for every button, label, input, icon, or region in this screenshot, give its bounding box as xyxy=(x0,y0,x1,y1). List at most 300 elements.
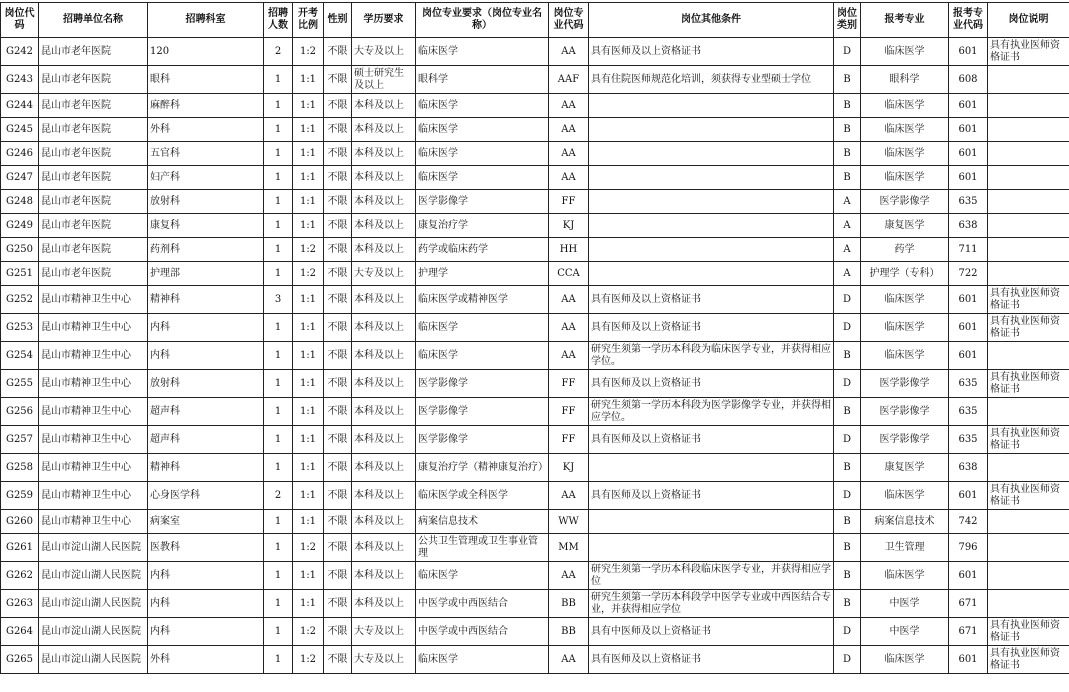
cell-headcount: 2 xyxy=(264,38,293,66)
cell-exam-ratio: 1:1 xyxy=(293,190,324,214)
cell-education: 本科及以上 xyxy=(352,214,416,238)
cell-exam-ratio: 1:1 xyxy=(293,482,324,510)
cell-education: 本科及以上 xyxy=(352,118,416,142)
cell-major-requirement: 医学影像学 xyxy=(416,190,549,214)
cell-department: 医教科 xyxy=(148,534,264,562)
cell-exam-ratio: 1:2 xyxy=(293,38,324,66)
cell-exam-major: 临床医学 xyxy=(861,646,949,674)
cell-major-requirement: 医学影像学 xyxy=(416,398,549,426)
cell-exam-ratio: 1:1 xyxy=(293,286,324,314)
header-unit-name: 招聘单位名称 xyxy=(39,3,148,38)
cell-position-category: B xyxy=(834,94,861,118)
cell-position-code: G262 xyxy=(1,562,39,590)
cell-exam-major: 临床医学 xyxy=(861,38,949,66)
cell-major-code: MM xyxy=(549,534,589,562)
cell-other-conditions: 具有中医师及以上资格证书 xyxy=(589,618,834,646)
cell-exam-ratio: 1:1 xyxy=(293,590,324,618)
cell-exam-ratio: 1:2 xyxy=(293,534,324,562)
cell-position-note xyxy=(988,214,1069,238)
cell-position-code: G245 xyxy=(1,118,39,142)
cell-major-requirement: 医学影像学 xyxy=(416,426,549,454)
cell-exam-ratio: 1:1 xyxy=(293,142,324,166)
cell-position-category: B xyxy=(834,562,861,590)
cell-position-category: D xyxy=(834,618,861,646)
cell-department: 外科 xyxy=(148,118,264,142)
cell-education: 大专及以上 xyxy=(352,38,416,66)
cell-other-conditions: 具有医师及以上资格证书 xyxy=(589,646,834,674)
cell-other-conditions xyxy=(589,454,834,482)
cell-position-category: D xyxy=(834,286,861,314)
cell-headcount: 1 xyxy=(264,166,293,190)
cell-education: 本科及以上 xyxy=(352,370,416,398)
cell-major-code: AA xyxy=(549,166,589,190)
cell-other-conditions xyxy=(589,214,834,238)
cell-major-code: WW xyxy=(549,510,589,534)
cell-education: 本科及以上 xyxy=(352,454,416,482)
cell-major-code: KJ xyxy=(549,454,589,482)
cell-headcount: 1 xyxy=(264,454,293,482)
cell-position-code: G261 xyxy=(1,534,39,562)
cell-exam-ratio: 1:1 xyxy=(293,342,324,370)
cell-department: 内科 xyxy=(148,562,264,590)
cell-education: 本科及以上 xyxy=(352,562,416,590)
cell-position-note xyxy=(988,94,1069,118)
cell-education: 大专及以上 xyxy=(352,618,416,646)
cell-position-note: 具有执业医师资格证书 xyxy=(988,646,1069,674)
cell-exam-major: 临床医学 xyxy=(861,166,949,190)
table-row xyxy=(1,142,1069,166)
cell-exam-major-code: 601 xyxy=(949,166,988,190)
cell-position-category: A xyxy=(834,214,861,238)
cell-department: 护理部 xyxy=(148,262,264,286)
cell-major-code: AAF xyxy=(549,66,589,94)
cell-exam-major-code: 635 xyxy=(949,426,988,454)
cell-exam-major: 医学影像学 xyxy=(861,370,949,398)
cell-exam-major: 中医学 xyxy=(861,590,949,618)
cell-exam-major-code: 601 xyxy=(949,94,988,118)
cell-gender: 不限 xyxy=(324,426,352,454)
cell-position-code: G248 xyxy=(1,190,39,214)
cell-major-requirement: 护理学 xyxy=(416,262,549,286)
header-exam-ratio: 开考比例 xyxy=(293,3,324,38)
cell-position-category: B xyxy=(834,454,861,482)
cell-other-conditions: 研究生须第一学历本科段学中医学专业或中西医结合专业，并获得相应学位 xyxy=(589,590,834,618)
cell-exam-major: 卫生管理 xyxy=(861,534,949,562)
cell-major-code: AA xyxy=(549,646,589,674)
cell-major-requirement: 临床医学 xyxy=(416,646,549,674)
cell-other-conditions: 具有医师及以上资格证书 xyxy=(589,370,834,398)
header-department: 招聘科室 xyxy=(148,3,264,38)
cell-position-code: G253 xyxy=(1,314,39,342)
table-row xyxy=(1,590,1069,618)
cell-exam-major: 临床医学 xyxy=(861,142,949,166)
cell-major-code: AA xyxy=(549,286,589,314)
cell-department: 妇产科 xyxy=(148,166,264,190)
cell-major-code: KJ xyxy=(549,214,589,238)
cell-exam-major: 中医学 xyxy=(861,618,949,646)
cell-exam-major-code: 601 xyxy=(949,482,988,510)
cell-other-conditions: 研究生须第一学历本科段临床医学专业，并获得相应学位 xyxy=(589,562,834,590)
header-headcount: 招聘人数 xyxy=(264,3,293,38)
cell-gender: 不限 xyxy=(324,618,352,646)
cell-department: 五官科 xyxy=(148,142,264,166)
cell-gender: 不限 xyxy=(324,398,352,426)
table-row xyxy=(1,38,1069,66)
cell-gender: 不限 xyxy=(324,190,352,214)
cell-education: 本科及以上 xyxy=(352,238,416,262)
cell-exam-ratio: 1:2 xyxy=(293,618,324,646)
cell-unit-name: 昆山市淀山湖人民医院 xyxy=(39,646,148,674)
cell-position-note xyxy=(988,190,1069,214)
table-row xyxy=(1,454,1069,482)
cell-major-requirement: 临床医学 xyxy=(416,142,549,166)
table-row xyxy=(1,118,1069,142)
cell-headcount: 1 xyxy=(264,238,293,262)
cell-position-note: 具有执业医师资格证书 xyxy=(988,482,1069,510)
cell-unit-name: 昆山市老年医院 xyxy=(39,94,148,118)
cell-gender: 不限 xyxy=(324,646,352,674)
cell-department: 精神科 xyxy=(148,286,264,314)
cell-position-category: D xyxy=(834,370,861,398)
cell-gender: 不限 xyxy=(324,94,352,118)
table-body xyxy=(1,38,1069,674)
cell-exam-ratio: 1:2 xyxy=(293,238,324,262)
cell-gender: 不限 xyxy=(324,314,352,342)
cell-department: 120 xyxy=(148,38,264,66)
table-row xyxy=(1,562,1069,590)
cell-exam-ratio: 1:2 xyxy=(293,262,324,286)
cell-exam-major-code: 638 xyxy=(949,214,988,238)
cell-unit-name: 昆山市老年医院 xyxy=(39,142,148,166)
cell-major-code: AA xyxy=(549,342,589,370)
cell-exam-major-code: 638 xyxy=(949,454,988,482)
cell-department: 内科 xyxy=(148,314,264,342)
cell-position-category: B xyxy=(834,342,861,370)
cell-exam-ratio: 1:1 xyxy=(293,214,324,238)
cell-unit-name: 昆山市老年医院 xyxy=(39,66,148,94)
cell-unit-name: 昆山市老年医院 xyxy=(39,38,148,66)
cell-exam-major: 临床医学 xyxy=(861,94,949,118)
cell-headcount: 1 xyxy=(264,398,293,426)
cell-headcount: 1 xyxy=(264,66,293,94)
cell-gender: 不限 xyxy=(324,166,352,190)
cell-exam-major: 护理学（专科） xyxy=(861,262,949,286)
cell-major-code: CCA xyxy=(549,262,589,286)
cell-major-requirement: 中医学或中西医结合 xyxy=(416,590,549,618)
cell-headcount: 1 xyxy=(264,426,293,454)
cell-department: 麻醉科 xyxy=(148,94,264,118)
cell-unit-name: 昆山市精神卫生中心 xyxy=(39,398,148,426)
cell-education: 硕士研究生及以上 xyxy=(352,66,416,94)
cell-position-category: B xyxy=(834,590,861,618)
cell-major-requirement: 临床医学 xyxy=(416,314,549,342)
cell-major-code: HH xyxy=(549,238,589,262)
cell-exam-major: 医学影像学 xyxy=(861,398,949,426)
cell-department: 内科 xyxy=(148,618,264,646)
cell-position-note xyxy=(988,238,1069,262)
cell-exam-major: 眼科学 xyxy=(861,66,949,94)
cell-exam-major-code: 742 xyxy=(949,510,988,534)
cell-position-note xyxy=(988,118,1069,142)
cell-headcount: 1 xyxy=(264,618,293,646)
table-row xyxy=(1,370,1069,398)
cell-unit-name: 昆山市老年医院 xyxy=(39,166,148,190)
cell-unit-name: 昆山市老年医院 xyxy=(39,214,148,238)
cell-position-code: G258 xyxy=(1,454,39,482)
cell-gender: 不限 xyxy=(324,118,352,142)
cell-position-note xyxy=(988,342,1069,370)
cell-education: 本科及以上 xyxy=(352,286,416,314)
cell-major-code: FF xyxy=(549,190,589,214)
header-position-note: 岗位说明 xyxy=(988,3,1069,38)
cell-major-code: BB xyxy=(549,590,589,618)
cell-position-code: G254 xyxy=(1,342,39,370)
cell-department: 放射科 xyxy=(148,190,264,214)
cell-position-category: B xyxy=(834,510,861,534)
table-row xyxy=(1,482,1069,510)
header-education: 学历要求 xyxy=(352,3,416,38)
cell-other-conditions: 具有住院医师规范化培训，须获得专业型硕士学位 xyxy=(589,66,834,94)
cell-unit-name: 昆山市精神卫生中心 xyxy=(39,286,148,314)
cell-exam-major: 临床医学 xyxy=(861,314,949,342)
cell-other-conditions: 研究生须第一学历本科段为临床医学专业，并获得相应学位。 xyxy=(589,342,834,370)
cell-position-code: G252 xyxy=(1,286,39,314)
cell-exam-major: 康复医学 xyxy=(861,214,949,238)
cell-headcount: 1 xyxy=(264,370,293,398)
cell-exam-major-code: 601 xyxy=(949,646,988,674)
cell-headcount: 1 xyxy=(264,510,293,534)
cell-department: 外科 xyxy=(148,646,264,674)
cell-department: 眼科 xyxy=(148,66,264,94)
cell-exam-major-code: 635 xyxy=(949,398,988,426)
cell-position-note xyxy=(988,562,1069,590)
header-other-conditions: 岗位其他条件 xyxy=(589,3,834,38)
cell-unit-name: 昆山市精神卫生中心 xyxy=(39,482,148,510)
cell-exam-major: 临床医学 xyxy=(861,118,949,142)
table-header-row xyxy=(1,3,1069,38)
cell-department: 超声科 xyxy=(148,398,264,426)
cell-headcount: 1 xyxy=(264,342,293,370)
cell-education: 本科及以上 xyxy=(352,314,416,342)
cell-unit-name: 昆山市淀山湖人民医院 xyxy=(39,562,148,590)
cell-major-code: AA xyxy=(549,562,589,590)
cell-unit-name: 昆山市淀山湖人民医院 xyxy=(39,618,148,646)
table-row xyxy=(1,286,1069,314)
cell-major-requirement: 临床医学或精神医学 xyxy=(416,286,549,314)
cell-position-category: D xyxy=(834,646,861,674)
cell-other-conditions xyxy=(589,190,834,214)
cell-position-note xyxy=(988,454,1069,482)
cell-department: 病案室 xyxy=(148,510,264,534)
cell-exam-major-code: 601 xyxy=(949,314,988,342)
cell-position-category: D xyxy=(834,38,861,66)
cell-gender: 不限 xyxy=(324,238,352,262)
table-row xyxy=(1,342,1069,370)
cell-gender: 不限 xyxy=(324,214,352,238)
cell-exam-ratio: 1:1 xyxy=(293,66,324,94)
table-row xyxy=(1,190,1069,214)
cell-other-conditions xyxy=(589,534,834,562)
cell-department: 康复科 xyxy=(148,214,264,238)
cell-major-code: AA xyxy=(549,94,589,118)
cell-position-code: G256 xyxy=(1,398,39,426)
cell-position-category: B xyxy=(834,398,861,426)
cell-major-requirement: 临床医学 xyxy=(416,94,549,118)
cell-exam-major-code: 796 xyxy=(949,534,988,562)
cell-headcount: 1 xyxy=(264,646,293,674)
cell-major-requirement: 公共卫生管理或卫生事业管理 xyxy=(416,534,549,562)
recruitment-table xyxy=(0,2,1069,674)
cell-other-conditions: 具有医师及以上资格证书 xyxy=(589,426,834,454)
cell-exam-major: 病案信息技术 xyxy=(861,510,949,534)
cell-position-note: 具有执业医师资格证书 xyxy=(988,618,1069,646)
cell-major-requirement: 临床医学 xyxy=(416,562,549,590)
cell-unit-name: 昆山市老年医院 xyxy=(39,262,148,286)
cell-position-code: G259 xyxy=(1,482,39,510)
cell-gender: 不限 xyxy=(324,142,352,166)
cell-gender: 不限 xyxy=(324,370,352,398)
cell-exam-major-code: 635 xyxy=(949,190,988,214)
cell-headcount: 1 xyxy=(264,190,293,214)
cell-unit-name: 昆山市老年医院 xyxy=(39,118,148,142)
cell-exam-ratio: 1:1 xyxy=(293,562,324,590)
cell-unit-name: 昆山市淀山湖人民医院 xyxy=(39,534,148,562)
cell-position-note xyxy=(988,510,1069,534)
cell-position-code: G249 xyxy=(1,214,39,238)
cell-exam-major: 临床医学 xyxy=(861,562,949,590)
cell-major-requirement: 眼科学 xyxy=(416,66,549,94)
cell-education: 本科及以上 xyxy=(352,534,416,562)
cell-major-code: AA xyxy=(549,482,589,510)
cell-department: 内科 xyxy=(148,342,264,370)
cell-unit-name: 昆山市老年医院 xyxy=(39,190,148,214)
cell-department: 超声科 xyxy=(148,426,264,454)
table-row xyxy=(1,618,1069,646)
cell-position-note: 具有执业医师资格证书 xyxy=(988,286,1069,314)
cell-position-code: G246 xyxy=(1,142,39,166)
cell-gender: 不限 xyxy=(324,510,352,534)
cell-education: 本科及以上 xyxy=(352,94,416,118)
cell-gender: 不限 xyxy=(324,454,352,482)
cell-major-code: FF xyxy=(549,426,589,454)
cell-other-conditions: 研究生须第一学历本科段为医学影像学专业，并获得相应学位。 xyxy=(589,398,834,426)
cell-other-conditions: 具有医师及以上资格证书 xyxy=(589,38,834,66)
cell-other-conditions: 具有医师及以上资格证书 xyxy=(589,314,834,342)
cell-major-code: AA xyxy=(549,142,589,166)
table-row xyxy=(1,66,1069,94)
cell-major-requirement: 康复治疗学 xyxy=(416,214,549,238)
cell-position-note xyxy=(988,398,1069,426)
cell-exam-major: 临床医学 xyxy=(861,482,949,510)
cell-headcount: 1 xyxy=(264,314,293,342)
cell-gender: 不限 xyxy=(324,262,352,286)
cell-education: 本科及以上 xyxy=(352,342,416,370)
cell-headcount: 1 xyxy=(264,262,293,286)
cell-education: 本科及以上 xyxy=(352,190,416,214)
header-exam-major-code: 报考专业代码 xyxy=(949,3,988,38)
header-position-category: 岗位类别 xyxy=(834,3,861,38)
table-row xyxy=(1,166,1069,190)
cell-gender: 不限 xyxy=(324,286,352,314)
table-row xyxy=(1,262,1069,286)
cell-other-conditions xyxy=(589,94,834,118)
cell-headcount: 2 xyxy=(264,482,293,510)
cell-major-requirement: 药学或临床药学 xyxy=(416,238,549,262)
cell-other-conditions xyxy=(589,238,834,262)
cell-headcount: 1 xyxy=(264,214,293,238)
cell-exam-major-code: 601 xyxy=(949,342,988,370)
cell-exam-major: 康复医学 xyxy=(861,454,949,482)
cell-exam-major-code: 601 xyxy=(949,142,988,166)
cell-major-requirement: 临床医学 xyxy=(416,166,549,190)
cell-gender: 不限 xyxy=(324,562,352,590)
cell-position-note xyxy=(988,166,1069,190)
cell-other-conditions: 具有医师及以上资格证书 xyxy=(589,286,834,314)
cell-position-note xyxy=(988,142,1069,166)
table-row xyxy=(1,510,1069,534)
cell-major-requirement: 中医学或中西医结合 xyxy=(416,618,549,646)
cell-major-requirement: 临床医学或全科医学 xyxy=(416,482,549,510)
cell-exam-ratio: 1:1 xyxy=(293,118,324,142)
cell-major-code: AA xyxy=(549,118,589,142)
cell-major-requirement: 康复治疗学（精神康复治疗） xyxy=(416,454,549,482)
header-position-code: 岗位代码 xyxy=(1,3,39,38)
cell-position-category: B xyxy=(834,142,861,166)
cell-department: 心身医学科 xyxy=(148,482,264,510)
cell-major-code: FF xyxy=(549,370,589,398)
table-row xyxy=(1,314,1069,342)
cell-position-category: A xyxy=(834,262,861,286)
cell-position-category: A xyxy=(834,238,861,262)
cell-position-category: D xyxy=(834,482,861,510)
cell-education: 大专及以上 xyxy=(352,262,416,286)
cell-exam-major: 药学 xyxy=(861,238,949,262)
cell-position-code: G255 xyxy=(1,370,39,398)
cell-major-requirement: 病案信息技术 xyxy=(416,510,549,534)
cell-exam-major: 医学影像学 xyxy=(861,190,949,214)
cell-exam-ratio: 1:1 xyxy=(293,314,324,342)
cell-headcount: 1 xyxy=(264,142,293,166)
cell-headcount: 3 xyxy=(264,286,293,314)
cell-headcount: 1 xyxy=(264,562,293,590)
cell-position-code: G265 xyxy=(1,646,39,674)
cell-major-code: AA xyxy=(549,38,589,66)
cell-education: 本科及以上 xyxy=(352,142,416,166)
cell-unit-name: 昆山市老年医院 xyxy=(39,238,148,262)
cell-department: 放射科 xyxy=(148,370,264,398)
cell-other-conditions: 具有医师及以上资格证书 xyxy=(589,482,834,510)
cell-exam-ratio: 1:1 xyxy=(293,370,324,398)
cell-position-note: 具有执业医师资格证书 xyxy=(988,426,1069,454)
cell-department: 内科 xyxy=(148,590,264,618)
cell-exam-major: 临床医学 xyxy=(861,342,949,370)
cell-education: 本科及以上 xyxy=(352,482,416,510)
cell-gender: 不限 xyxy=(324,590,352,618)
cell-major-requirement: 临床医学 xyxy=(416,342,549,370)
table-row xyxy=(1,646,1069,674)
header-major-requirement: 岗位专业要求（岗位专业名称） xyxy=(416,3,549,38)
cell-exam-major-code: 671 xyxy=(949,590,988,618)
cell-position-note: 具有执业医师资格证书 xyxy=(988,314,1069,342)
cell-position-note xyxy=(988,66,1069,94)
table-row xyxy=(1,534,1069,562)
cell-exam-major-code: 601 xyxy=(949,562,988,590)
cell-major-requirement: 医学影像学 xyxy=(416,370,549,398)
cell-exam-ratio: 1:1 xyxy=(293,510,324,534)
cell-exam-major-code: 601 xyxy=(949,286,988,314)
cell-gender: 不限 xyxy=(324,482,352,510)
cell-exam-ratio: 1:1 xyxy=(293,166,324,190)
